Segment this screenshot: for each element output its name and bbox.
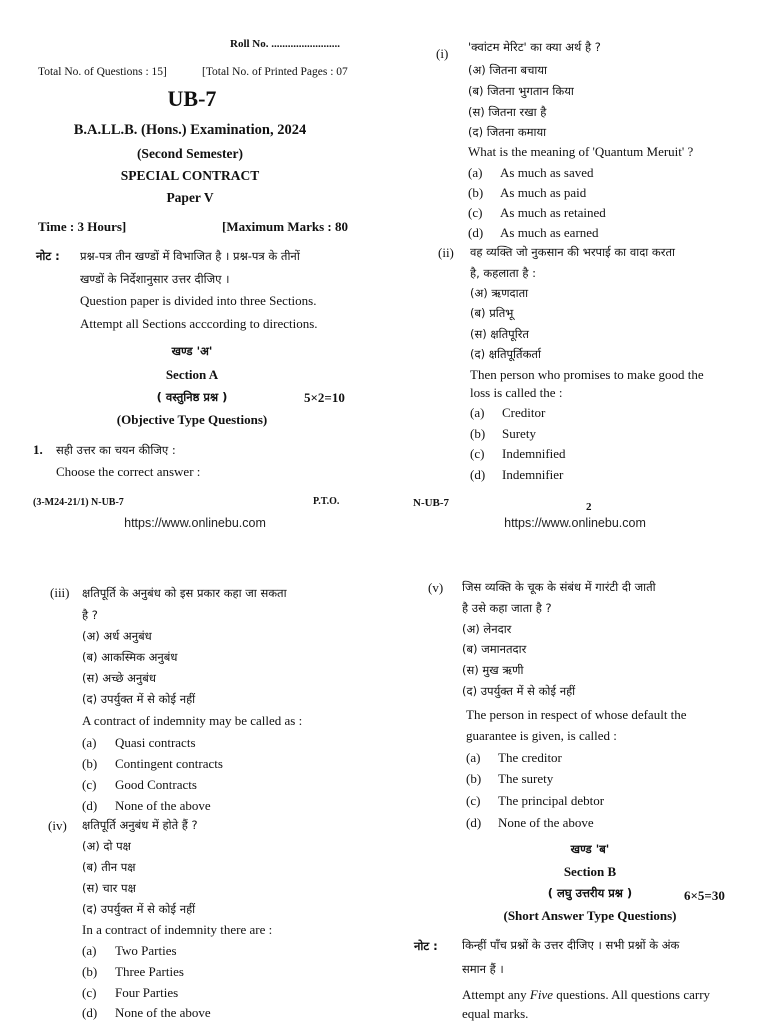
q-iii-opt-d: None of the above [115, 798, 211, 813]
q-iii-opt-c: Good Contracts [115, 777, 197, 792]
q-ii-hindi-opt-b: (ब) प्रतिभू [470, 306, 514, 320]
q-ii-opt-b: Surety [502, 426, 536, 441]
q-iv-opt-c: Four Parties [115, 985, 179, 1000]
q-v-hindi-1: जिस व्यक्ति के चूक के संबंध में गारंटी दी जाती [462, 580, 656, 594]
q-iv-opt-d: None of the above [115, 1005, 211, 1020]
q-i-opt-c-label: (c) [468, 205, 483, 220]
q-i-opt-d: As much as earned [500, 225, 599, 240]
q-iii-hindi-opt-b: (ब) आकस्मिक अनुबंध [82, 650, 178, 664]
q-iv-english: In a contract of indemnity there are : [82, 922, 273, 937]
q-v-hindi-opt-a: (अ) लेनदार [462, 622, 512, 636]
q-iii-opt-d-label: (d) [82, 798, 98, 813]
max-marks: [Maximum Marks : 80 [222, 219, 349, 234]
note-english-2: equal marks. [462, 1006, 529, 1021]
q-iii-opt-b: Contingent contracts [115, 756, 223, 771]
q-i-opt-b-label: (b) [468, 185, 484, 200]
q-v-hindi-opt-b: (ब) जमानतदार [462, 642, 527, 656]
q-ii-opt-c: Indemnified [502, 446, 566, 461]
q-v-opt-b-label: (b) [466, 771, 482, 786]
note-english-1-post: questions. All questions carry [552, 987, 711, 1002]
note-hindi-2: खण्डों के निर्देशानुसार उत्तर दीजिए । [80, 272, 230, 286]
section-b-type: (Short Answer Type Questions) [503, 908, 677, 923]
q-v-opt-d: None of the above [498, 815, 594, 830]
q-v-opt-c-label: (c) [466, 793, 481, 808]
exam-title: B.A.LL.B. (Hons.) Examination, 2024 [73, 122, 307, 138]
q-i-opt-a-label: (a) [468, 165, 483, 180]
time: Time : 3 Hours] [38, 219, 127, 234]
q-v-english-2: guarantee is given, is called : [466, 728, 617, 743]
q-ii-opt-c-label: (c) [470, 446, 485, 461]
q-v-number: (v) [428, 580, 444, 595]
q-i-opt-d-label: (d) [468, 225, 484, 240]
total-pages: [Total No. of Printed Pages : 07 [202, 66, 348, 78]
q-i-english: What is the meaning of 'Quantum Meruit' ? [468, 144, 694, 159]
q-iii-opt-b-label: (b) [82, 756, 98, 771]
q-i-hindi: 'क्वांटम मेरिट' का क्या अर्थ है ? [468, 40, 601, 54]
q1-hindi: सही उत्तर का चयन कीजिए : [56, 443, 176, 457]
q-iii-opt-c-label: (c) [82, 777, 97, 792]
q-i-number: (i) [436, 46, 449, 61]
q-i-opt-c: As much as retained [500, 205, 606, 220]
section-b-marks: 6×5=30 [684, 888, 725, 903]
q-iv-opt-c-label: (c) [82, 985, 97, 1000]
q-i-hindi-opt-b: (ब) जितना भुगतान किया [468, 84, 574, 98]
section-a-type: (Objective Type Questions) [116, 412, 268, 427]
q-v-hindi-2: है उसे कहा जाता है ? [462, 601, 552, 615]
roll-no: Roll No. ......................... [230, 38, 340, 50]
q-iv-number: (iv) [48, 818, 67, 833]
q-v-opt-a: The creditor [498, 750, 562, 765]
q-v-opt-a-label: (a) [466, 750, 481, 765]
q-ii-hindi-opt-a: (अ) ऋणदाता [470, 286, 529, 300]
q-ii-hindi-2: है, कहलाता है : [470, 266, 536, 280]
q-iii-hindi-2: है ? [82, 608, 98, 622]
semester: (Second Semester) [136, 146, 244, 161]
q-ii-opt-b-label: (b) [470, 426, 486, 441]
q-i-hindi-opt-c: (स) जितना रखा है [468, 105, 547, 119]
q-iv-hindi-opt-a: (अ) दो पक्ष [82, 839, 131, 853]
section-a-type-hindi: ( वस्तुनिष्ठ प्रश्न ) [156, 390, 228, 404]
note-english-1 [462, 987, 710, 1003]
q-iv-hindi-opt-c: (स) चार पक्ष [82, 881, 136, 895]
q-i-hindi-opt-a: (अ) जितना बचाया [468, 63, 547, 77]
q1-english: Choose the correct answer : [56, 464, 201, 479]
section-a-marks: 5×2=10 [304, 390, 345, 405]
q-iii-hindi-opt-c: (स) अच्छे अनुबंध [82, 671, 156, 685]
q-v-english-1: The person in respect of whose default the [466, 707, 687, 722]
note-english-2: Attempt all Sections acccording to directions. [80, 316, 318, 331]
q-ii-english-1: Then person who promises to make good the [470, 367, 704, 382]
footer-code: N-UB-7 [413, 497, 450, 509]
q-ii-hindi-1: वह व्यक्ति जो नुकसान की भरपाई का वादा करता [470, 245, 675, 259]
q-iii-hindi-opt-d: (द) उपर्युक्त में से कोई नहीं [82, 692, 196, 706]
note-label: नोट : [414, 939, 438, 953]
note-label: नोट : [36, 249, 60, 263]
note-english-1: Question paper is divided into three Sections. [80, 293, 317, 308]
q-i-opt-b: As much as paid [500, 185, 587, 200]
note-hindi-1: किन्हीं पाँच प्रश्नों के उत्तर दीजिए । सभी प्रश्नों के अंक [462, 938, 680, 952]
total-questions: Total No. of Questions : 15] [38, 66, 167, 78]
q-iii-hindi-1: क्षतिपूर्ति के अनुबंध को इस प्रकार कहा जा सकता [82, 586, 287, 600]
q-iv-opt-d-label: (d) [82, 1005, 98, 1020]
q-iv-opt-a: Two Parties [115, 943, 177, 958]
q-ii-opt-d-label: (d) [470, 467, 486, 482]
q-ii-opt-a: Creditor [502, 405, 546, 420]
footer-pto: P.T.O. [313, 496, 340, 507]
q-iv-hindi-opt-b: (ब) तीन पक्ष [82, 860, 136, 874]
section-b-type-hindi: ( लघु उत्तरीय प्रश्न ) [547, 886, 633, 900]
q-v-opt-c: The principal debtor [498, 793, 605, 808]
q-iii-opt-a: Quasi contracts [115, 735, 196, 750]
note-english-1-emphasis: Five [529, 987, 553, 1002]
q-ii-opt-d: Indemnifier [502, 467, 564, 482]
footer-url: https://www.onlinebu.com [504, 516, 646, 530]
paper: Paper V [166, 190, 214, 205]
q-v-opt-d-label: (d) [466, 815, 482, 830]
q-ii-opt-a-label: (a) [470, 405, 485, 420]
q-ii-hindi-opt-c: (स) क्षतिपूरित [470, 327, 529, 341]
note-english-1-pre: Attempt any [462, 987, 530, 1002]
q-v-opt-b: The surety [498, 771, 554, 786]
q-ii-hindi-opt-d: (द) क्षतिपूर्तिकर्ता [470, 347, 541, 361]
q-iv-opt-a-label: (a) [82, 943, 97, 958]
section-b: Section B [563, 864, 617, 879]
page-number: 2 [586, 501, 592, 513]
q-iii-opt-a-label: (a) [82, 735, 97, 750]
q-i-hindi-opt-d: (द) जितना कमाया [468, 125, 547, 139]
q1-number: 1. [33, 442, 43, 457]
q-iv-hindi: क्षतिपूर्ति अनुबंध में होते हैं ? [82, 818, 198, 832]
footer-url: https://www.onlinebu.com [124, 516, 266, 530]
q-iv-opt-b-label: (b) [82, 964, 98, 979]
q-ii-number: (ii) [438, 245, 454, 260]
section-b-hindi: खण्ड 'ब' [570, 842, 610, 856]
q-iii-english: A contract of indemnity may be called as : [82, 713, 303, 728]
q-iii-hindi-opt-a: (अ) अर्ध अनुबंध [82, 629, 152, 643]
paper-code: UB-7 [167, 86, 217, 111]
note-hindi-2: समान हैं । [462, 962, 504, 976]
q-v-hindi-opt-d: (द) उपर्युक्त में से कोई नहीं [462, 684, 576, 698]
note-hindi-1: प्रश्न-पत्र तीन खण्डों में विभाजित है । प्रश्न-पत्र के तीनों [80, 249, 300, 263]
section-a: Section A [165, 367, 219, 382]
section-a-hindi: खण्ड 'अ' [171, 344, 213, 358]
footer-code: (3-M24-21/1) N-UB-7 [33, 497, 124, 508]
q-iv-hindi-opt-d: (द) उपर्युक्त में से कोई नहीं [82, 902, 196, 916]
q-v-hindi-opt-c: (स) मुख ऋणी [462, 663, 524, 677]
q-iv-opt-b: Three Parties [115, 964, 184, 979]
q-i-opt-a: As much as saved [500, 165, 594, 180]
subject: SPECIAL CONTRACT [120, 168, 260, 183]
q-iii-number: (iii) [50, 585, 70, 600]
q-ii-english-2: loss is called the : [470, 385, 563, 400]
